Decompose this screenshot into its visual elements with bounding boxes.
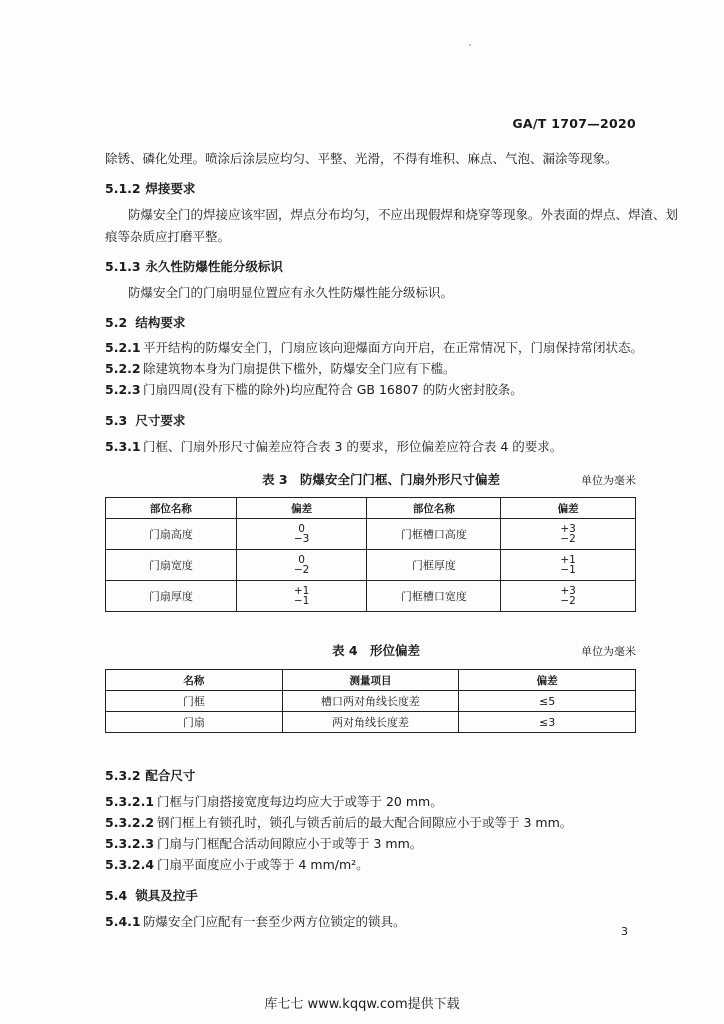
tolerance-cell <box>501 581 636 612</box>
table3-unit: 单位为毫米 <box>581 474 636 487</box>
table-row <box>106 712 636 733</box>
upper-tolerance: +1 <box>560 554 576 566</box>
page-number: 3 <box>621 925 628 938</box>
table3-header: 部位名称 <box>367 498 501 519</box>
lower-tolerance: −1 <box>293 595 310 607</box>
standard-code: GA/T 1707—2020 <box>512 116 636 131</box>
deviation: ≤3 <box>459 712 636 733</box>
part-name: 门扇宽度 <box>106 550 237 581</box>
upper-tolerance: 0 <box>298 523 305 535</box>
upper-tolerance: +1 <box>293 585 310 597</box>
tolerance-cell <box>236 550 367 581</box>
part-name: 门框厚度 <box>367 550 501 581</box>
item-name: 门扇 <box>106 712 283 733</box>
paragraph-marking: 防爆安全门的门扇明显位置应有永久性防爆性能分级标识。 <box>128 285 454 300</box>
heading-5-1-3: 5.1.3 永久性防爆性能分级标识 <box>105 259 283 274</box>
lower-tolerance: −1 <box>560 564 576 576</box>
table-row <box>106 550 636 581</box>
lower-tolerance: −2 <box>560 595 576 607</box>
heading-5-2: 5.2 结构要求 <box>105 315 186 330</box>
upper-tolerance: 0 <box>298 554 305 566</box>
table3 <box>105 497 636 612</box>
tolerance-cell <box>501 550 636 581</box>
table4-header: 名称 <box>106 670 283 691</box>
download-footer-link[interactable]: 库七七 www.kqqw.com提供下载 <box>264 997 460 1012</box>
clause-5-3-2-4: 5.3.2.4 门扇平面度应小于或等于 4 mm/m²。 <box>105 857 369 872</box>
table4-header-row <box>106 670 636 691</box>
paragraph-welding-2: 痕等杂质应打磨平整。 <box>105 229 231 244</box>
table3-header: 偏差 <box>236 498 367 519</box>
clause-5-3-2-1: 5.3.2.1 门框与门扇搭接宽度每边均应大于或等于 20 mm。 <box>105 794 443 809</box>
clause-5-2-1: 5.2.1 平开结构的防爆安全门，门扇应该向迎爆面方向开启，在正常情况下，门扇保持常闭状态。 <box>105 340 644 355</box>
heading-5-1-2: 5.1.2 焊接要求 <box>105 181 196 196</box>
lower-tolerance: −3 <box>293 533 310 545</box>
table4-header: 测量项目 <box>282 670 459 691</box>
table4 <box>105 669 636 733</box>
scan-speck <box>469 44 471 46</box>
heading-5-3: 5.3 尺寸要求 <box>105 413 186 428</box>
paragraph-welding-1: 防爆安全门的焊接应该牢固，焊点分布均匀，不应出现假焊和烧穿等现象。外表面的焊点、焊渣、划 <box>128 207 679 222</box>
table3-header-row <box>106 498 636 519</box>
upper-tolerance: +3 <box>560 523 576 535</box>
upper-tolerance: +3 <box>560 585 576 597</box>
heading-5-4: 5.4 锁具及拉手 <box>105 888 198 903</box>
table-row <box>106 519 636 550</box>
table3-header: 部位名称 <box>106 498 237 519</box>
table4-unit: 单位为毫米 <box>581 645 636 658</box>
lower-tolerance: −2 <box>560 533 576 545</box>
clause-5-2-2: 5.2.2 除建筑物本身为门扇提供下槛外，防爆安全门应有下槛。 <box>105 361 456 376</box>
measure-item: 两对角线长度差 <box>282 712 459 733</box>
table4-caption: 表 4 形位偏差 <box>332 643 421 658</box>
tolerance-cell <box>501 519 636 550</box>
lower-tolerance: −2 <box>293 564 310 576</box>
clause-5-3-2-2: 5.3.2.2 钢门框上有锁孔时，锁孔与锁舌前后的最大配合间隙应小于或等于 3 mm。 <box>105 815 573 830</box>
measure-item: 槽口两对角线长度差 <box>282 691 459 712</box>
clause-5-3-1: 5.3.1 门框、门扇外形尺寸偏差应符合表 3 的要求，形位偏差应符合表 4 的要求。 <box>105 439 563 454</box>
clause-5-3-2-3: 5.3.2.3 门扇与门框配合活动间隙应小于或等于 3 mm。 <box>105 836 423 851</box>
tolerance-cell <box>236 581 367 612</box>
clause-5-4-1: 5.4.1 防爆安全门应配有一套至少两方位锁定的锁具。 <box>105 914 406 929</box>
table3-caption: 表 3 防爆安全门门框、门扇外形尺寸偏差 <box>262 472 501 487</box>
heading-5-3-2: 5.3.2 配合尺寸 <box>105 768 196 783</box>
item-name: 门框 <box>106 691 283 712</box>
paragraph-rust-treatment: 除锈、磷化处理。喷涂后涂层应均匀、平整、光滑，不得有堆积、麻点、气泡、漏涂等现象。 <box>105 151 618 166</box>
tolerance-cell <box>236 519 367 550</box>
deviation: ≤5 <box>459 691 636 712</box>
part-name: 门扇高度 <box>106 519 237 550</box>
table-row <box>106 581 636 612</box>
part-name: 门框槽口宽度 <box>367 581 501 612</box>
part-name: 门扇厚度 <box>106 581 237 612</box>
table3-header: 偏差 <box>501 498 636 519</box>
table4-header: 偏差 <box>459 670 636 691</box>
table-row <box>106 691 636 712</box>
part-name: 门框槽口高度 <box>367 519 501 550</box>
clause-5-2-3: 5.2.3 门扇四周(没有下槛的除外)均应配符合 GB 16807 的防火密封胶条。 <box>105 382 523 397</box>
